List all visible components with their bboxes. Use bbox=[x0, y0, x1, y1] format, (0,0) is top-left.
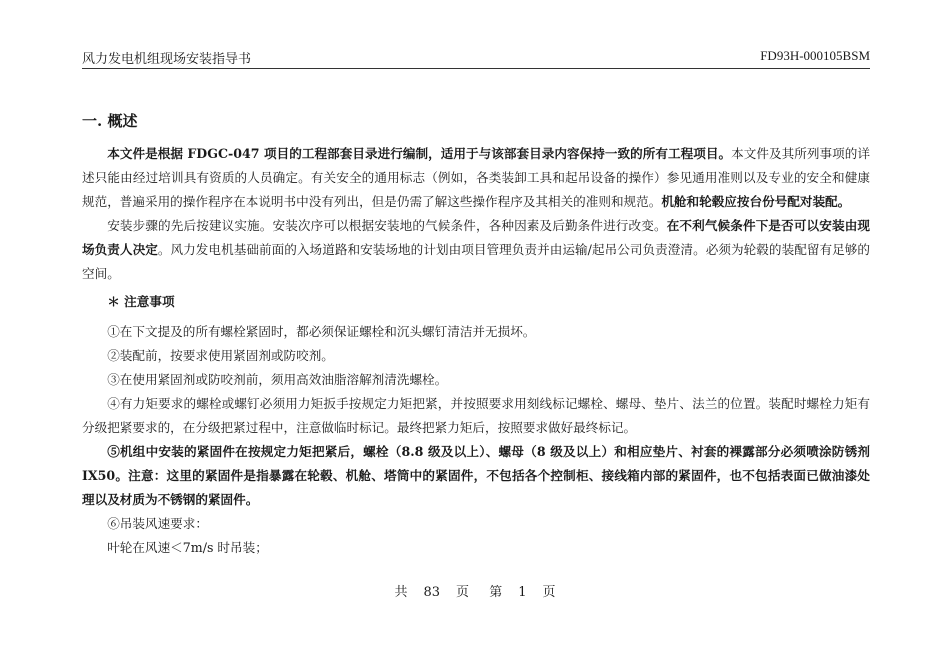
header-doc-number: FD93H-000105BSM bbox=[760, 48, 870, 63]
paragraph-2-text: 安装步骤的先后按建议实施。安装次序可以根据安装地的气候条件，各种因素及后勤条件进行改变。 bbox=[107, 218, 667, 233]
page-footer bbox=[0, 581, 950, 600]
page-header bbox=[82, 48, 870, 69]
paragraph-1-bold: 本文件是根据 FDGC-047 项目的工程部套目录进行编制，适用于与该部套目录内容保持一致的所有工程项目。 bbox=[107, 146, 732, 161]
paragraph-2-text-end: 。风力发电机基础前面的入场道路和安装场地的计划由项目管理负责并由运输/起吊公司负责澄清。必须为轮毂的装配留有足够的空间。 bbox=[82, 242, 871, 281]
paragraph-1-bold-end: 机舱和轮毂应按台份号配对装配。 bbox=[661, 194, 851, 209]
footer-page-unit: 页 bbox=[456, 585, 470, 600]
footer-total-label: 共 bbox=[394, 585, 408, 600]
footer-current-page: 1 bbox=[518, 585, 527, 600]
notes-heading: ＊ 注意事项 bbox=[107, 294, 175, 309]
note-3: ③在使用紧固剂或防咬剂前，须用高效油脂溶解剂清洗螺栓。 bbox=[107, 372, 448, 387]
paragraph-1-text: 本文件及其所列事项的详述只能由经过培训具有资质的人员确定。有关安全的通用标志（例如，各类装卸工具和起吊设备的操作）参见通用准则以及专业的安全和健康规范，普遍采用的操作程序在本说明书中没有列出，但是仍需了解这些操作程序及其相关的准则和规范。 bbox=[82, 146, 871, 209]
section-title: 一. 概述 bbox=[82, 112, 138, 130]
note-1: ①在下文提及的所有螺栓紧固时，都必须保证螺栓和沉头螺钉清洁并无损坏。 bbox=[107, 324, 536, 339]
document-body bbox=[82, 142, 870, 560]
note-4: ④有力矩要求的螺栓或螺钉必须用力矩扳手按规定力矩把紧，并按照要求用刻线标记螺栓、螺母、垫片、法兰的位置。装配时螺栓力矩有分级把紧要求的，在分级把紧过程中，注意做临时标记。最终把紧力矩后，按照要求做好最终标记。 bbox=[82, 396, 870, 435]
footer-total-pages: 83 bbox=[423, 585, 441, 600]
paragraph-2 bbox=[82, 214, 870, 286]
header-title: 风力发电机组现场安装指导书 bbox=[82, 52, 252, 67]
note-6: ⑥吊装风速要求： bbox=[107, 516, 208, 531]
note-7: 叶轮在风速＜7m/s 时吊装； bbox=[107, 540, 268, 555]
footer-current-label: 第 bbox=[489, 585, 503, 600]
note-2: ②装配前，按要求使用紧固剂或防咬剂。 bbox=[107, 348, 334, 363]
footer-current-unit: 页 bbox=[542, 585, 556, 600]
note-5: ⑤机组中安装的紧固件在按规定力矩把紧后，螺栓（8.8 级及以上）、螺母（8 级及以上）和相应垫片、衬套的裸露部分必须喷涂防锈剂 IX50。注意：这里的紧固件是指暴露在轮毂、机舱、塔筒中的紧固件，不包括各个控制柜、接线箱内部的紧固件，也不包括表面已做油漆处理以及材质为不锈钢的紧固件。 bbox=[82, 444, 870, 507]
paragraph-2-bold: 在不利气候条件下是否可以安装由现场负责人决定 bbox=[82, 218, 871, 257]
paragraph-1 bbox=[82, 142, 870, 214]
